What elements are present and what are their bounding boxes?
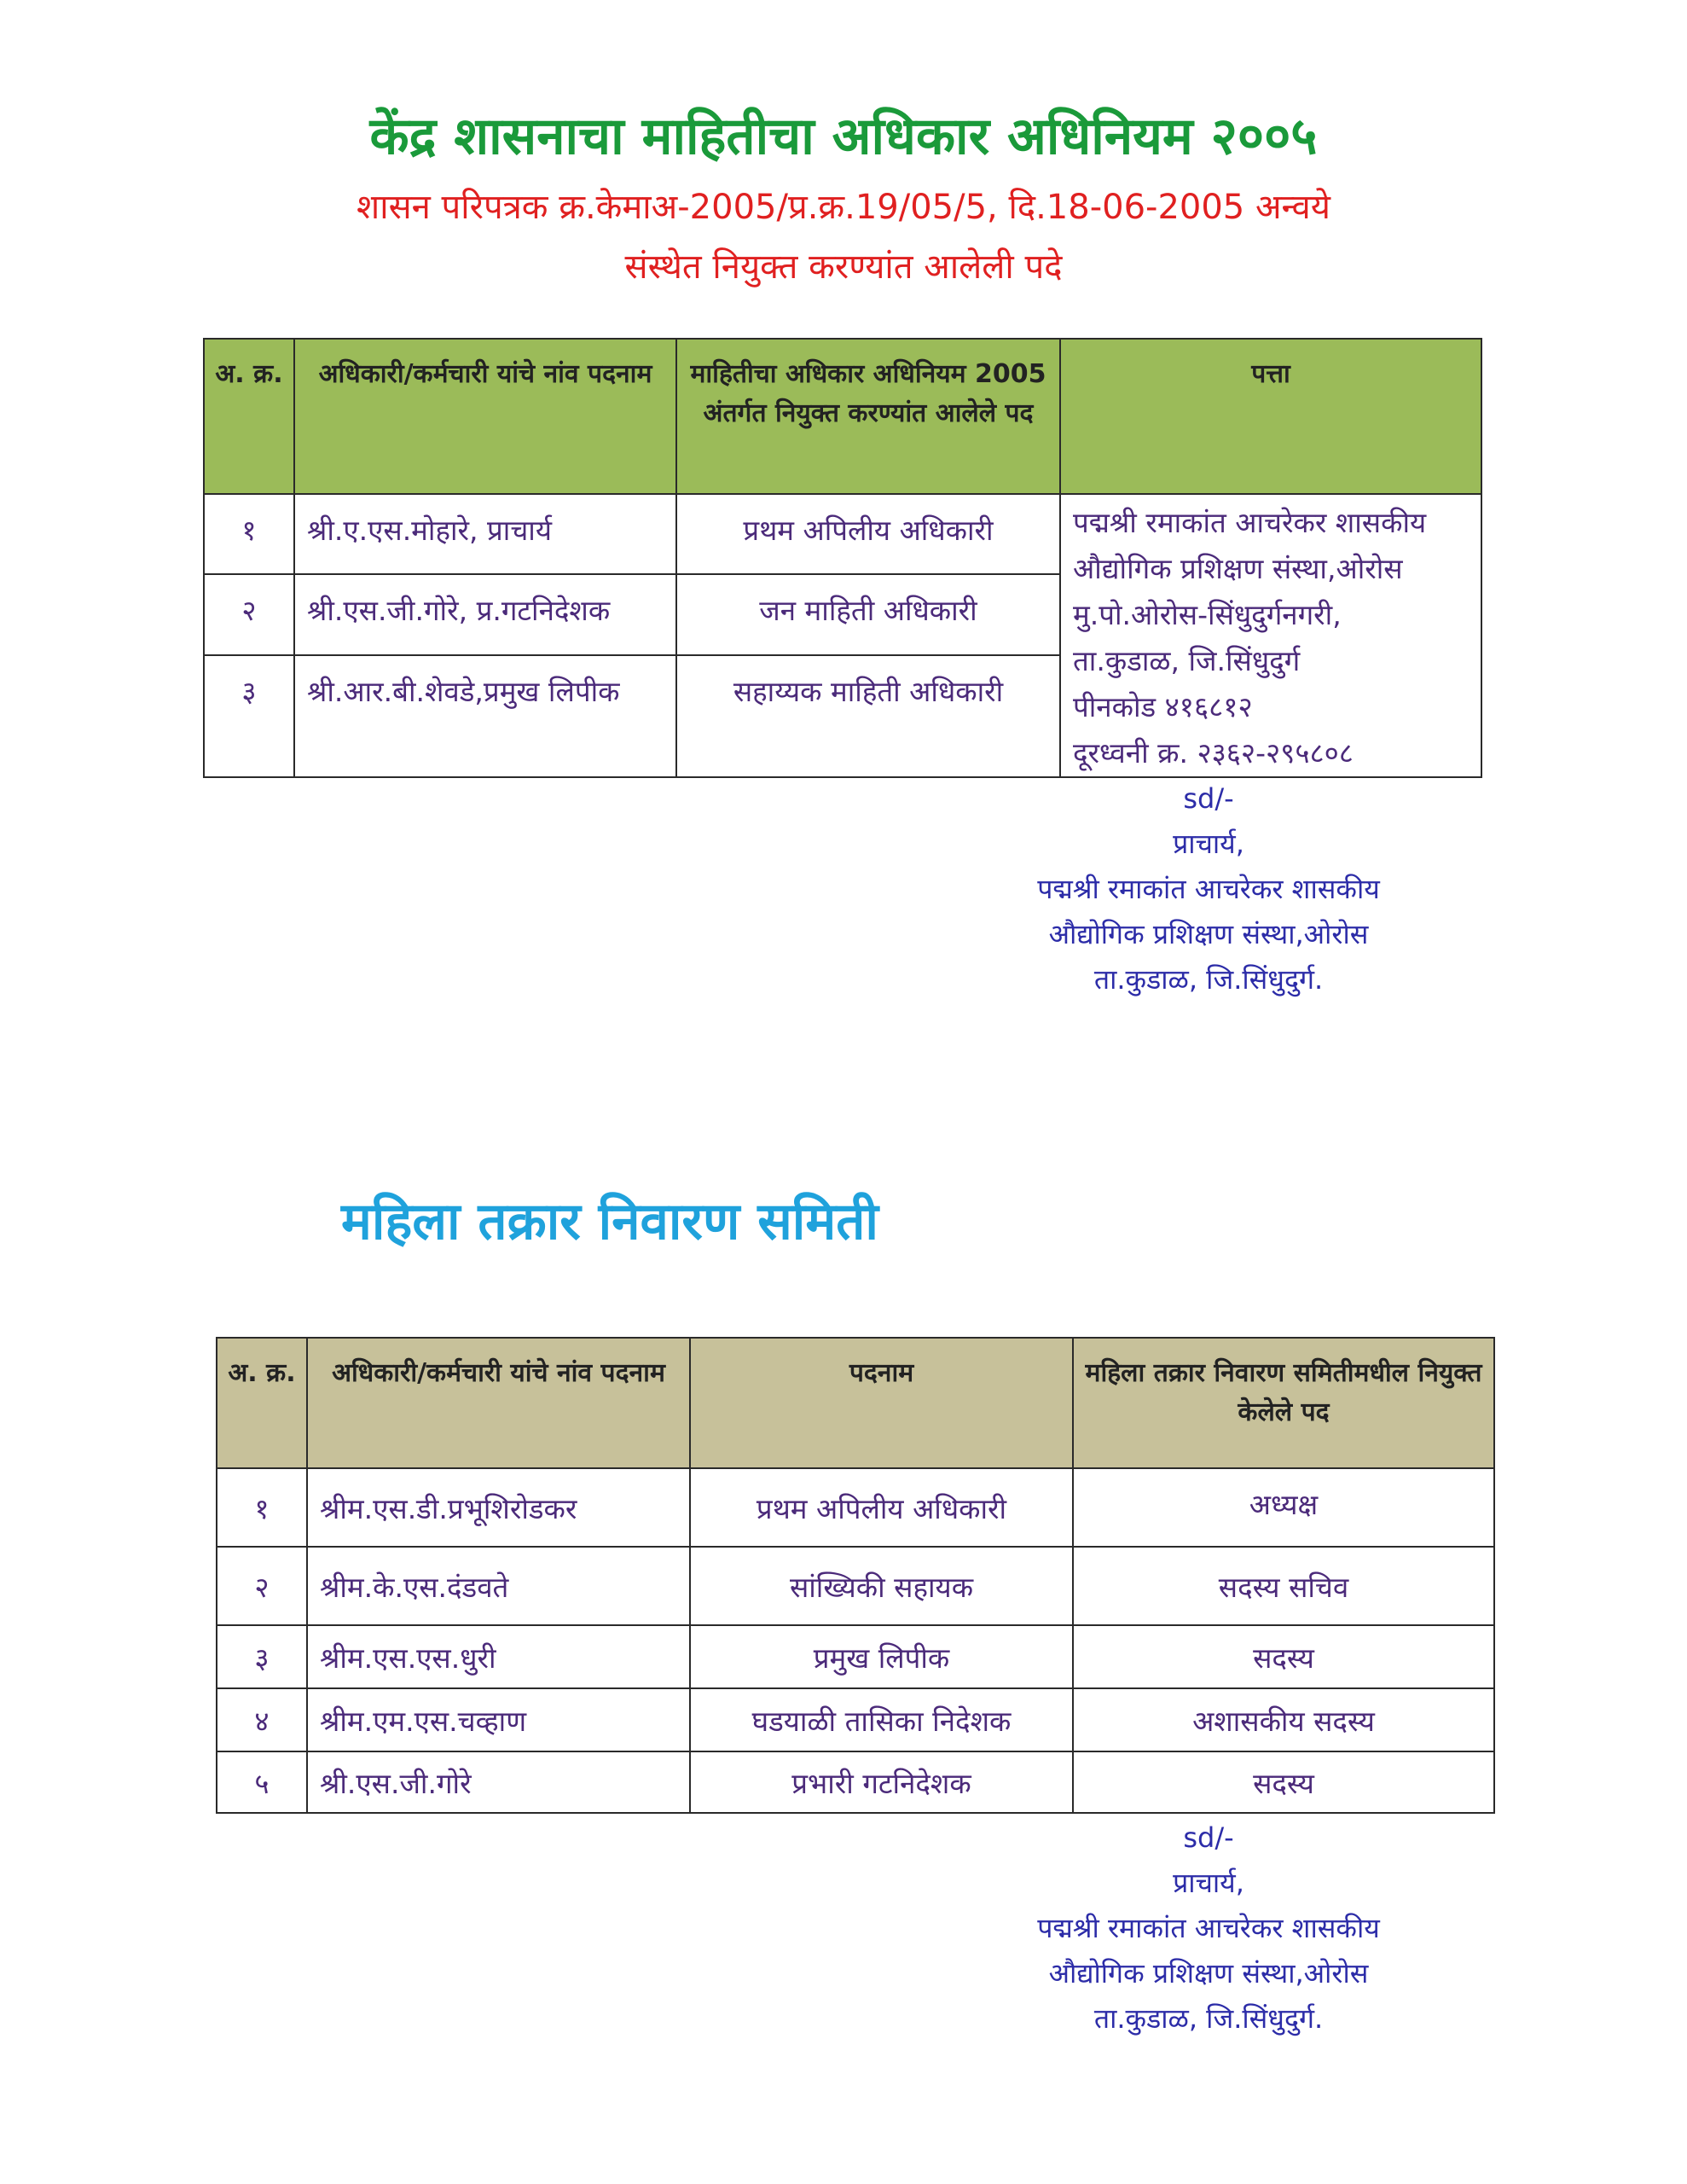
address-line: पीनकोड ४१६८१२ bbox=[1073, 690, 1253, 723]
signature-line: औद्योगिक प्रशिक्षण संस्था,ओरोस bbox=[1048, 1957, 1369, 1989]
serial-cell: २ bbox=[217, 1547, 307, 1625]
serial-cell: ३ bbox=[204, 655, 294, 777]
role-cell: अध्यक्ष bbox=[1073, 1468, 1494, 1547]
serial-cell: ४ bbox=[217, 1688, 307, 1751]
signature-line: औद्योगिक प्रशिक्षण संस्था,ओरोस bbox=[1048, 918, 1369, 950]
signature-line: ता.कुडाळ, जि.सिंधुदुर्ग. bbox=[1093, 963, 1324, 996]
circular-reference: शासन परिपत्रक क्र.केमाअ-2005/प्र.क्र.19/05/5, दि.18-06-2005 अन्वये bbox=[357, 188, 1330, 227]
table-row bbox=[204, 494, 1481, 574]
serial-cell: ५ bbox=[217, 1751, 307, 1813]
complaint-committee-table bbox=[216, 1337, 1495, 1814]
table-row bbox=[217, 1547, 1494, 1625]
name-cell: श्री.एस.जी.गोरे, प्र.गटनिदेशक bbox=[294, 574, 676, 654]
address-line: पद्मश्री रमाकांत आचरेकर शासकीय bbox=[1073, 506, 1427, 539]
address-line: मु.पो.ओरोस-सिंधुदुर्गनगरी, bbox=[1073, 598, 1342, 631]
header-rti-post: माहितीचा अधिकार अधिनियम 2005 अंतर्गत नियुक्त करण्यांत आलेले पद bbox=[676, 339, 1060, 494]
designation-cell: घडयाळी तासिका निदेशक bbox=[690, 1688, 1073, 1751]
address-line: औद्योगिक प्रशिक्षण संस्था,ओरोस bbox=[1073, 552, 1403, 585]
signature-line: प्राचार्य, bbox=[1173, 1867, 1244, 1899]
header-serial: अ. क्र. bbox=[204, 339, 294, 494]
role-cell: अशासकीय सदस्य bbox=[1073, 1688, 1494, 1751]
table-row bbox=[217, 1468, 1494, 1547]
rti-officers-table bbox=[203, 338, 1482, 778]
serial-cell: २ bbox=[204, 574, 294, 654]
designation-cell: सांख्यिकी सहायक bbox=[690, 1547, 1073, 1625]
page-title: केंद्र शासनाचा माहितीचा अधिकार अधिनियम २००५ bbox=[369, 107, 1318, 166]
table-header-row bbox=[204, 339, 1481, 494]
name-cell: श्री.एस.जी.गोरे bbox=[307, 1751, 690, 1813]
name-cell: श्रीम.एम.एस.चव्हाण bbox=[307, 1688, 690, 1751]
table-row bbox=[217, 1751, 1494, 1813]
name-cell: श्रीम.एस.एस.धुरी bbox=[307, 1625, 690, 1688]
header-name: अधिकारी/कर्मचारी यांचे नांव पदनाम bbox=[294, 339, 676, 494]
section-title: महिला तक्रार निवारण समिती bbox=[341, 1192, 878, 1252]
signature-line: sd/- bbox=[1183, 1821, 1234, 1854]
serial-cell: १ bbox=[204, 494, 294, 574]
post-cell: प्रथम अपिलीय अधिकारी bbox=[676, 494, 1060, 574]
serial-cell: १ bbox=[217, 1468, 307, 1547]
address-line: दूरध्वनी क्र. २३६२-२९५८०८ bbox=[1073, 736, 1354, 770]
designation-cell: प्रमुख लिपीक bbox=[690, 1625, 1073, 1688]
signature-line: प्राचार्य, bbox=[1173, 828, 1244, 860]
header-serial: अ. क्र. bbox=[217, 1338, 307, 1468]
signature-block bbox=[910, 776, 1507, 1002]
signature-line: पद्मश्री रमाकांत आचरेकर शासकीय bbox=[1037, 873, 1380, 905]
header-committee-post: महिला तक्रार निवारण समितीमधील नियुक्त केलेले पद bbox=[1073, 1338, 1494, 1468]
role-cell: सदस्य सचिव bbox=[1073, 1547, 1494, 1625]
post-cell: सहाय्यक माहिती अधिकारी bbox=[676, 655, 1060, 777]
serial-cell: ३ bbox=[217, 1625, 307, 1688]
name-cell: श्री.आर.बी.शेवडे,प्रमुख लिपीक bbox=[294, 655, 676, 777]
address-cell bbox=[1060, 494, 1481, 777]
designation-cell: प्रभारी गटनिदेशक bbox=[690, 1751, 1073, 1813]
role-cell: सदस्य bbox=[1073, 1625, 1494, 1688]
post-cell: जन माहिती अधिकारी bbox=[676, 574, 1060, 654]
name-cell: श्रीम.एस.डी.प्रभूशिरोडकर bbox=[307, 1468, 690, 1547]
page-subtitle: संस्थेत नियुक्त करण्यांत आलेली पदे bbox=[624, 247, 1063, 287]
signature-line: sd/- bbox=[1183, 782, 1234, 815]
signature-line: ता.कुडाळ, जि.सिंधुदुर्ग. bbox=[1093, 2002, 1324, 2035]
table-row bbox=[217, 1625, 1494, 1688]
header-name: अधिकारी/कर्मचारी यांचे नांव पदनाम bbox=[307, 1338, 690, 1468]
signature-block bbox=[910, 1815, 1507, 2042]
designation-cell: प्रथम अपिलीय अधिकारी bbox=[690, 1468, 1073, 1547]
name-cell: श्री.ए.एस.मोहारे, प्राचार्य bbox=[294, 494, 676, 574]
header-designation: पदनाम bbox=[690, 1338, 1073, 1468]
name-cell: श्रीम.के.एस.दंडवते bbox=[307, 1547, 690, 1625]
header-address: पत्ता bbox=[1060, 339, 1481, 494]
table-header-row bbox=[217, 1338, 1494, 1468]
role-cell: सदस्य bbox=[1073, 1751, 1494, 1813]
signature-line: पद्मश्री रमाकांत आचरेकर शासकीय bbox=[1037, 1912, 1380, 1944]
table-row bbox=[217, 1688, 1494, 1751]
address-line: ता.कुडाळ, जि.सिंधुदुर्ग bbox=[1073, 644, 1301, 677]
